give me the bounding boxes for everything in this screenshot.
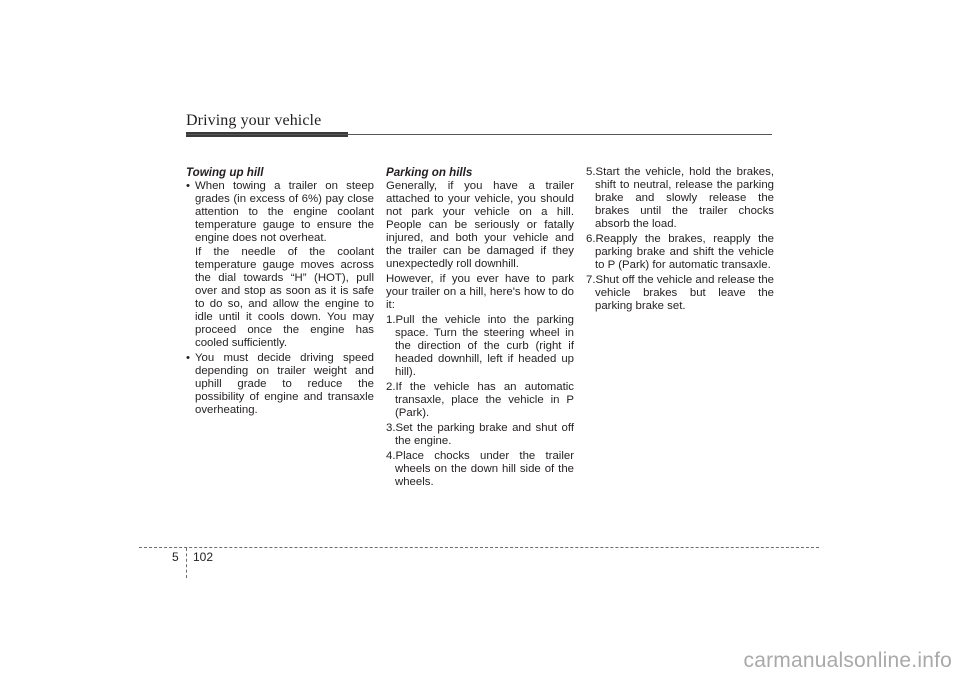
footer-dashed-divider — [186, 548, 187, 578]
section-title: Driving your vehicle — [186, 112, 322, 129]
chapter-number: 5 — [172, 550, 179, 564]
page-number: 102 — [193, 550, 214, 564]
watermark-text: carmanualsonline.info — [743, 649, 952, 672]
bullet-text: When towing a trailer on steep grades (in excess of 6%) pay close attention to the engine coolant temperature gauge to ensure the engine does not overheat. — [195, 180, 374, 244]
step-item: 3.Set the parking brake and shut off the engine. — [386, 422, 574, 447]
step-item: 2.If the vehicle has an automatic transaxle, place the vehicle in P (Park). — [386, 381, 574, 419]
column-towing-up-hill — [186, 166, 374, 417]
bullet-continuation: If the needle of the coolant temperature gauge moves across the dial towards “H” (HOT), pull over and stop as soon as it is safe to do so, and allow the engine to idle until it cools down. You may proceed once the engine has cooled sufficiently. — [195, 246, 374, 349]
footer-dashed-rule — [139, 547, 819, 548]
paragraph: However, if you ever have to park your trailer on a hill, here's how to do it: — [386, 273, 574, 311]
step-item: 4.Place chocks under the trailer wheels on the down hill side of the wheels. — [386, 450, 574, 488]
bullet-icon: • — [186, 180, 190, 192]
column-parking-on-hills — [386, 166, 574, 491]
heading-parking-on-hills: Parking on hills — [386, 166, 473, 179]
step-item: 1.Pull the vehicle into the parking space. Turn the steering wheel in the direction of the curb (right if headed downhill, left if headed up hill). — [386, 314, 574, 378]
bullet-icon: • — [186, 352, 190, 364]
bullet-text: You must decide driving speed depending on trailer weight and uphill grade to reduce the possibility of engine and transaxle overheating. — [195, 352, 374, 416]
column-parking-steps-continued — [586, 166, 774, 315]
paragraph: Generally, if you have a trailer attached to your vehicle, you should not park your vehicle on a hill. People can be seriously or fatally injured, and both your vehicle and the trailer can be damaged if they unexpectedly roll downhill. — [386, 180, 574, 270]
step-item: 7.Shut off the vehicle and release the vehicle brakes but leave the parking brake set. — [586, 274, 774, 312]
step-item: 5.Start the vehicle, hold the brakes, shift to neutral, release the parking brake and slowly release the brakes until the trailer chocks absorb the load. — [586, 166, 774, 230]
header-rule — [186, 134, 772, 135]
step-item: 6.Reapply the brakes, reapply the parking brake and shift the vehicle to P (Park) for automatic transaxle. — [586, 233, 774, 271]
heading-towing-up-hill: Towing up hill — [186, 166, 264, 179]
bullet-item — [186, 352, 374, 417]
bullet-item — [186, 180, 374, 245]
